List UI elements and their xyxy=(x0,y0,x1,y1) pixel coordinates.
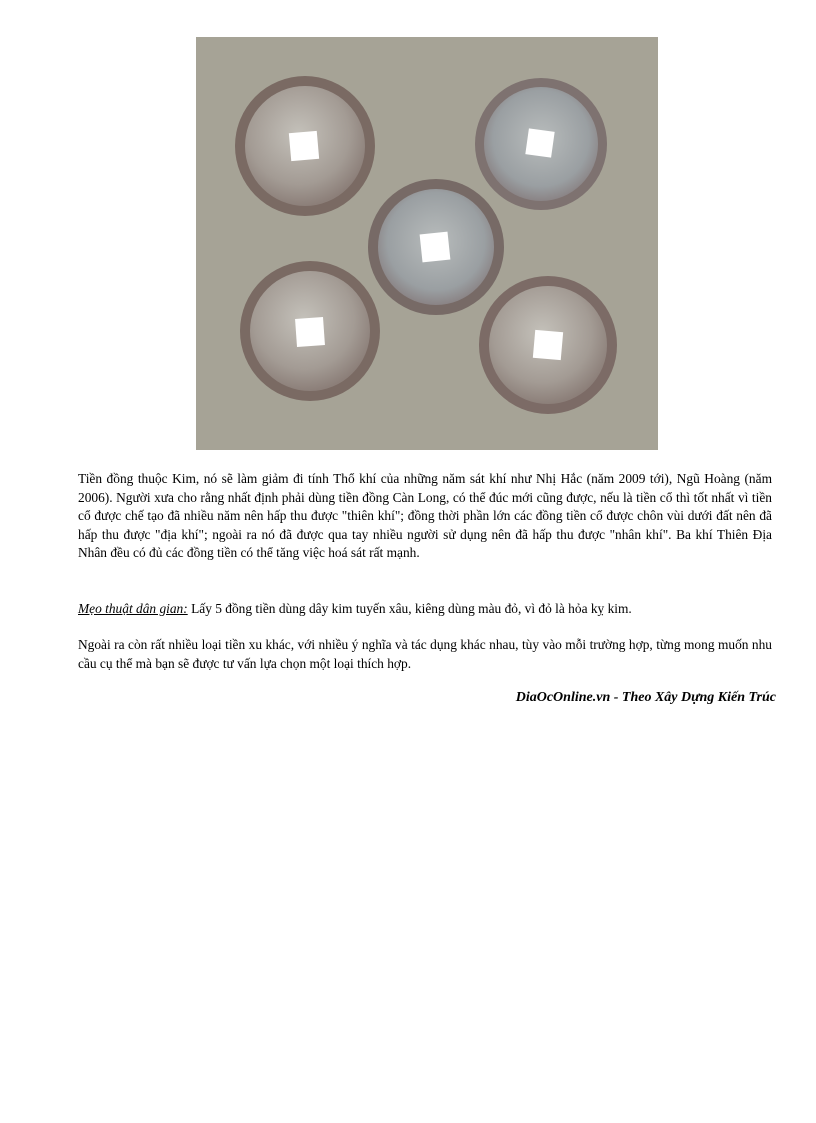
coin-top-right xyxy=(475,78,607,210)
paragraph-other-coins: Ngoài ra còn rất nhiều loại tiền xu khác, với nhiều ý nghĩa và tác dụng khác nhau, tùy vào mỗi trường hợp, từng mong muốn nhu cầu cụ thể mà bạn sẽ được tư vấn lựa chọn một loại thích hợp. xyxy=(78,637,772,671)
folk-tip-label: Mẹo thuật dân gian: xyxy=(78,601,188,616)
coin-bottom-right xyxy=(479,276,617,414)
source-credit: DiaOcOnline.vn - Theo Xây Dựng Kiến Trúc xyxy=(515,690,776,705)
coins-photo xyxy=(196,37,658,450)
coins-illustration xyxy=(196,37,658,450)
coin-bottom-left xyxy=(240,261,380,401)
paragraph-folk-tip xyxy=(78,600,772,619)
coin-center xyxy=(368,179,504,315)
paragraph-copper-coins: Tiền đồng thuộc Kim, nó sẽ làm giảm đi tính Thổ khí của những năm sát khí như Nhị Hắc (năm 2009 tới), Ngũ Hoàng (năm 2006). Người xưa cho rằng nhất định phải dùng tiền đồng Càn Long, có thể đúc mới cũng được, nếu là tiền cổ thì tốt nhất vì tiền cổ được chế tạo đã nhiều năm nên hấp thu được "thiên khí"; đồng thời phần lớn các đồng tiền cổ được chôn vùi dưới đất nên đã hấp thu được "địa khí"; ngoài ra nó đã được qua tay nhiều người sử dụng nên đã hấp thu được "nhân khí". Ba khí Thiên Địa Nhân đều có đủ các đồng tiền có thể tăng việc hoá sát rất mạnh. xyxy=(78,471,772,561)
folk-tip-text: Lấy 5 đồng tiền dùng dây kim tuyến xâu, kiêng dùng màu đỏ, vì đỏ là hỏa kỵ kim. xyxy=(187,601,632,616)
coin-top-left xyxy=(235,76,375,216)
